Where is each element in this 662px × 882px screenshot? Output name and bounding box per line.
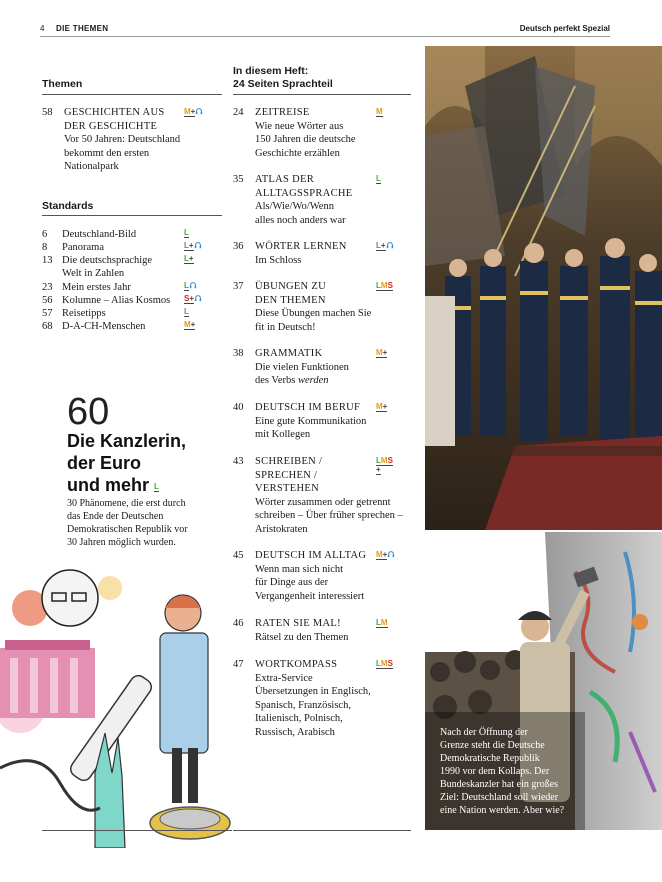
caption-line: eine Nation werden. Aber wie? [440,805,565,816]
entry-title-line: SCHREIBEN / [255,456,323,467]
entry-body-line: für Dinge aus der [255,577,329,588]
item-label: D-A-CH-Menschen [62,321,146,332]
item-number: 56 [42,295,53,306]
level-badge: L [184,228,189,237]
entry-body-line: Eine gute Kommunikation [255,415,367,427]
heading-line: 24 Seiten Sprachteil [233,78,333,90]
entry-italic-word: werden [297,375,329,386]
entry-body-line: Spanisch, Französisch, [255,699,351,711]
level-badge: M+ [184,320,196,329]
item-number: 13 [42,255,53,266]
level-badge: S+ [184,294,202,303]
level-badge: LMS [376,281,393,290]
entry-body-line: Aristokraten [255,523,308,535]
entry-body-line: fit in Deutsch! [255,321,316,333]
standards-rule [42,215,222,216]
entry-title-line: ALLTAGSSPRACHE [255,187,353,199]
audio-icon [194,294,202,302]
item-label: Welt in Zahlen [62,268,125,279]
audio-icon [189,281,197,289]
teaser-line: 30 Phänomene, die erst durch [67,498,186,509]
entry-title-line: WORTKOMPASS [255,659,338,670]
entry-number: 24 [233,107,244,118]
item-number: 68 [42,321,53,332]
teaser-line: Demokratischen Republik vor [67,524,188,535]
entry-body-line: Übersetzungen in Englisch, [255,686,371,697]
level-badge: M+ [376,348,388,357]
entry-title-line: DER GESCHICHTE [64,120,158,132]
entry-body-line: Wie neue Wörter aus [255,120,344,132]
caption-line: Nach der Öffnung der [440,727,528,738]
audio-icon [195,107,203,115]
entry-body-line: Die vielen Funktionen [255,361,349,373]
entry-number: 36 [233,241,244,252]
entry-title-line: ÜBUNGEN ZU [255,281,326,292]
page-header [40,20,610,37]
level-badge: LMS [376,659,393,668]
entry-title-line: WÖRTER LERNEN [255,241,347,252]
audio-icon [387,550,395,558]
item-label: Mein erstes Jahr [62,282,131,293]
entry-body-line: Extra-Service [255,672,313,684]
headline-line: und mehr [67,475,150,495]
photo-caption [440,726,590,817]
entry-title-line: DEUTSCH IM BERUF [255,402,361,413]
entry-body-line: mit Kollegen [255,429,311,440]
item-label: Die deutschsprachige [62,255,153,266]
section-title: DIE THEMEN [56,24,109,33]
item-number: 57 [42,308,53,319]
entry-body-line: 150 Jahren die deutsche [255,134,356,145]
level-badge: M+ [184,107,203,116]
entry-body-line: Wörter zusammen oder getrennt [255,496,391,508]
entry-number: 38 [233,348,244,359]
entry-body-line: Vergangenheit interessiert [255,590,365,602]
entry-body-line: Rätsel zu den Themen [255,631,349,643]
entry-body-line: alles noch anders war [255,214,346,226]
entry-body-line: Nationalpark [64,161,119,172]
photo-painting-kaiserproklamation [425,46,662,530]
entry-number: 35 [233,174,244,185]
entry-body-line: Russisch, Arabisch [255,726,335,738]
entry-body-line: Vor 50 Jahren: Deutschland [64,134,181,145]
item-label: Deutschland-Bild [62,229,137,240]
entry-body-line: Italienisch, Polnisch, [255,713,343,724]
item-number: 6 [42,229,48,240]
caption-line: Ziel: Deutschland soll wieder [440,792,559,803]
caption-line: Demokratische Republik [440,753,540,764]
headline-line: Die Kanzlerin, [67,431,187,451]
entry-title-line: RATEN SIE MAL! [255,618,341,629]
entry-title-line: GESCHICHTEN AUS [64,107,165,118]
caption-line: Bundeskanzler hat ein großes [440,779,559,790]
entry-number: 40 [233,402,244,413]
item-label: Reisetipps [62,308,106,319]
entry-body-line: schreiben – Über früher sprechen – [255,510,403,521]
level-badge: M+ [376,550,395,559]
level-badge: LM [376,618,388,627]
entry-number: 45 [233,550,244,561]
bottom-rule [42,830,232,831]
heading-line: In diesem Heft: [233,65,309,77]
entry-title-line: DEN THEMEN [255,294,326,306]
audio-icon [386,241,394,249]
sprachteil-heading [233,65,333,91]
caption-line: Grenze steht die Deutsche [440,740,545,751]
entry-body-line: Im Schloss [255,254,302,266]
entry-number: 43 [233,456,244,467]
item-label: Kolumne – Alias Kosmos [62,295,171,306]
illustration-merkel-euro [0,548,245,848]
teaser-line: das Ende der Deutschen [67,511,164,522]
audio-icon [194,241,202,249]
level-badge: M [376,107,383,116]
item-label: Panorama [62,242,104,253]
entry-title-line: ATLAS DER [255,174,314,185]
entry-number: 47 [233,659,244,670]
entry-title-line: DEUTSCH IM ALLTAG [255,550,367,561]
standards-heading: Standards [42,200,94,212]
bottom-rule [233,830,411,831]
caption-line: 1990 vor dem Kollaps. Der [440,766,550,777]
level-badge: L [376,174,381,183]
entry-body-line: des Verbs [255,375,298,386]
entry-title-line: GRAMMATIK [255,348,323,359]
level-badge: L [184,281,197,290]
feature-60-headline[interactable] [67,430,186,496]
sprachteil-rule [233,94,411,95]
entry-body-line: bekommt den ersten [64,147,150,159]
page-number: 4 [40,24,45,33]
entry-title-line: SPRECHEN / [255,469,318,481]
headline-line: der Euro [67,453,142,473]
level-badge: L+ [184,254,194,263]
entry-title-line: ZEITREISE [255,107,310,118]
item-number: 8 [42,242,48,253]
entry-body-line: Diese Übungen machen Sie [255,308,372,319]
teaser-line: 30 Jahren möglich wurden. [67,537,176,548]
entry-number: 46 [233,618,244,629]
feature-60-number: 60 [67,391,110,433]
level-badge: LMS + [376,456,393,474]
entry-title-line: VERSTEHEN [255,483,319,494]
magazine-title: Deutsch perfekt Spezial [519,24,610,33]
entry-body-line: Geschichte erzählen [255,147,340,159]
feature-60-teaser [67,497,237,549]
entry-number: 58 [42,107,53,118]
level-badge: L+ [376,241,394,250]
themen-rule [42,94,222,95]
level-badge: L [154,482,159,491]
standards-item[interactable] [42,254,222,282]
entry-body-line: Als/Wie/Wo/Wenn [255,201,334,212]
entry-body-line: Wenn man sich nicht [255,563,344,575]
entry-number: 37 [233,281,244,292]
themen-heading: Themen [42,78,83,90]
level-badge: L [184,307,189,316]
item-number: 23 [42,282,53,293]
level-badge: M+ [376,402,388,411]
level-badge: L+ [184,241,202,250]
